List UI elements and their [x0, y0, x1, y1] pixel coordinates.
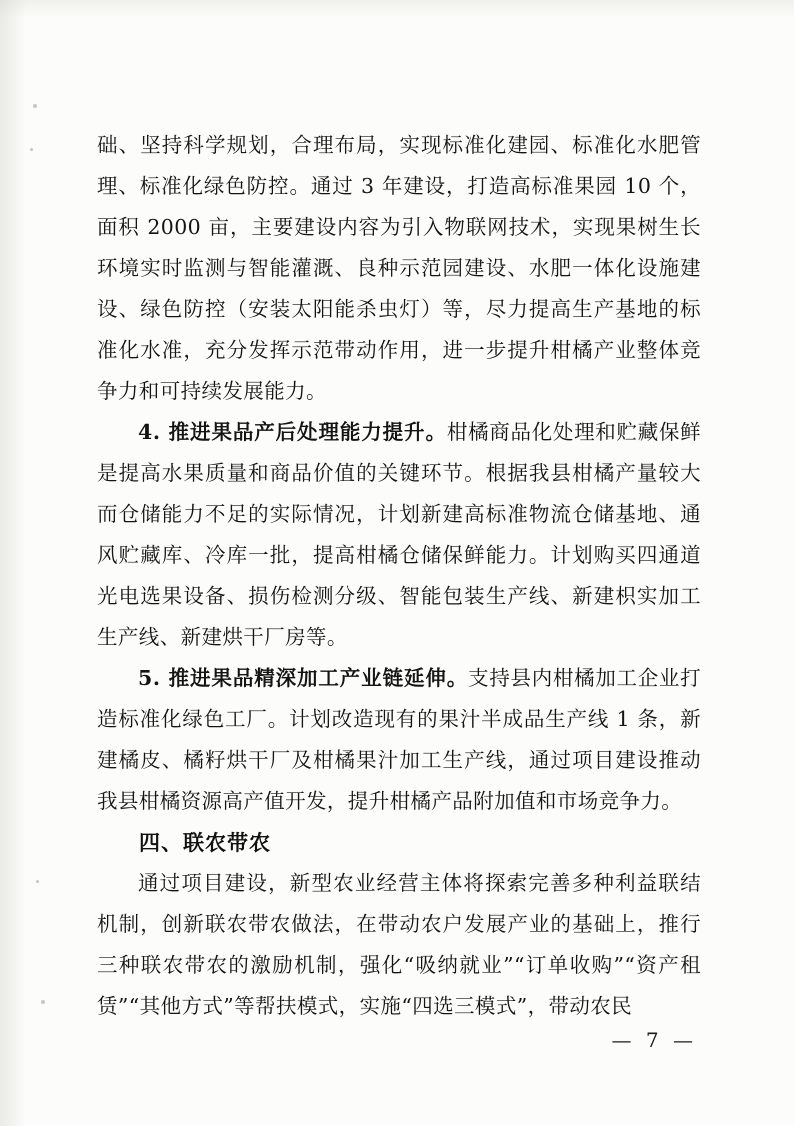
scan-speck: [33, 104, 37, 108]
scan-edge-shadow-left: [0, 0, 26, 1126]
paragraph-item-5-text: 支持县内柑橘加工企业打造标准化绿色工厂。计划改造现有的果汁半成品生产线 1 条，新建橘皮、橘籽烘干厂及柑橘果汁加工生产线，通过项目建设推动我县柑橘资源高产值开发，提升柑橘产品附加值和市场竞争力。: [97, 666, 701, 813]
paragraph-item-5: [97, 658, 701, 822]
paragraph-item-4: [97, 412, 701, 658]
paragraph-section-body: 通过项目建设，新型农业经营主体将探索完善多种利益联结机制，创新联农带农做法，在带动农户发展产业的基础上，推行三种联农带农的激励机制，强化“吸纳就业”“订单收购”“资产租赁”“其他方式”等帮扶模式，实施“四选三模式”，带动农民: [97, 871, 701, 1018]
section-heading: 四、联农带农: [139, 830, 271, 855]
page-number: — 7 —: [611, 1028, 697, 1052]
document-body: [97, 125, 701, 1027]
paragraph-continuation: 础、坚持科学规划，合理布局，实现标准化建园、标准化水肥管理、标准化绿色防控。通过 3 年建设，打造高标准果园 10 个，面积 2000 亩，主要建设内容为引入物联网技术，实现果树生长环境实时监测与智能灌溉、良种示范园建设、水肥一体化设施建设、绿色防控（安装太阳能杀虫灯）等，尽力提高生产基地的标准化水准，充分发挥示范带动作用，进一步提升柑橘产业整体竞争力和可持续发展能力。: [97, 133, 701, 403]
scan-edge-shadow-top: [0, 0, 794, 18]
paragraph-item-4-lead: 4. 推进果品产后处理能力提升。: [138, 420, 447, 444]
scan-speck: [36, 880, 39, 883]
scan-speck: [41, 1000, 45, 1004]
scan-speck: [30, 148, 33, 151]
paragraph-item-4-text: 柑橘商品化处理和贮藏保鲜是提高水果质量和商品价值的关键环节。根据我县柑橘产量较大而仓储能力不足的实际情况，计划新建高标准物流仓储基地、通风贮藏库、冷库一批，提高柑橘仓储保鲜能力。计划购买四通道光电选果设备、损伤检测分级、智能包装生产线、新建枳实加工生产线、新建烘干厂房等。: [97, 420, 701, 649]
paragraph-item-5-lead: 5. 推进果品精深加工产业链延伸。: [138, 666, 469, 690]
